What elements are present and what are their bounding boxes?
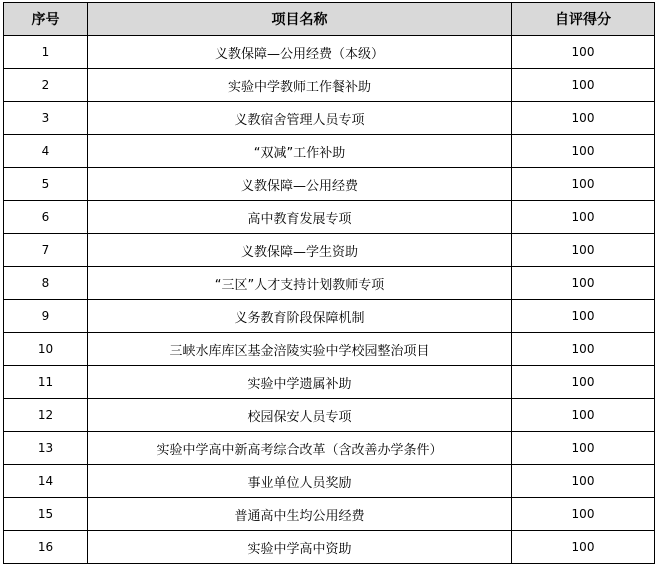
- table-row: [4, 465, 655, 498]
- cell-self-score: 100: [512, 135, 655, 168]
- cell-self-score: 100: [512, 399, 655, 432]
- table-row: [4, 399, 655, 432]
- cell-seq: 1: [4, 36, 88, 69]
- table-row: [4, 267, 655, 300]
- table-row: [4, 300, 655, 333]
- cell-project-name: 校园保安人员专项: [88, 399, 512, 432]
- cell-self-score: 100: [512, 300, 655, 333]
- cell-seq: 4: [4, 135, 88, 168]
- cell-project-name: 三峡水库库区基金涪陵实验中学校园整治项目: [88, 333, 512, 366]
- table-row: [4, 36, 655, 69]
- table-row: [4, 135, 655, 168]
- cell-seq: 8: [4, 267, 88, 300]
- cell-project-name: 义务教育阶段保障机制: [88, 300, 512, 333]
- cell-seq: 3: [4, 102, 88, 135]
- cell-project-name: 实验中学高中资助: [88, 531, 512, 564]
- cell-seq: 11: [4, 366, 88, 399]
- cell-seq: 6: [4, 201, 88, 234]
- cell-seq: 5: [4, 168, 88, 201]
- cell-project-name: “三区”人才支持计划教师专项: [88, 267, 512, 300]
- cell-self-score: 100: [512, 201, 655, 234]
- cell-project-name: 事业单位人员奖励: [88, 465, 512, 498]
- cell-project-name: “双减”工作补助: [88, 135, 512, 168]
- cell-self-score: 100: [512, 498, 655, 531]
- header-seq: 序号: [4, 3, 88, 36]
- cell-self-score: 100: [512, 69, 655, 102]
- cell-project-name: 实验中学高中新高考综合改革（含改善办学条件）: [88, 432, 512, 465]
- cell-seq: 10: [4, 333, 88, 366]
- cell-self-score: 100: [512, 432, 655, 465]
- table-row: [4, 498, 655, 531]
- table-row: [4, 531, 655, 564]
- cell-self-score: 100: [512, 333, 655, 366]
- header-self-score: 自评得分: [512, 3, 655, 36]
- cell-self-score: 100: [512, 267, 655, 300]
- cell-self-score: 100: [512, 102, 655, 135]
- cell-self-score: 100: [512, 36, 655, 69]
- table-row: [4, 366, 655, 399]
- cell-seq: 16: [4, 531, 88, 564]
- table-body: [4, 36, 655, 564]
- table-row: [4, 333, 655, 366]
- cell-project-name: 实验中学教师工作餐补助: [88, 69, 512, 102]
- table-row: [4, 201, 655, 234]
- cell-seq: 7: [4, 234, 88, 267]
- cell-project-name: 义教宿舍管理人员专项: [88, 102, 512, 135]
- table-row: [4, 432, 655, 465]
- cell-seq: 2: [4, 69, 88, 102]
- cell-seq: 14: [4, 465, 88, 498]
- cell-seq: 15: [4, 498, 88, 531]
- table-row: [4, 102, 655, 135]
- cell-seq: 13: [4, 432, 88, 465]
- cell-self-score: 100: [512, 366, 655, 399]
- cell-self-score: 100: [512, 531, 655, 564]
- cell-project-name: 普通高中生均公用经费: [88, 498, 512, 531]
- cell-self-score: 100: [512, 234, 655, 267]
- cell-project-name: 义教保障—公用经费（本级）: [88, 36, 512, 69]
- cell-seq: 9: [4, 300, 88, 333]
- cell-seq: 12: [4, 399, 88, 432]
- header-project-name: 项目名称: [88, 3, 512, 36]
- table-row: [4, 234, 655, 267]
- cell-project-name: 义教保障—公用经费: [88, 168, 512, 201]
- project-score-table: [3, 2, 655, 564]
- cell-project-name: 义教保障—学生资助: [88, 234, 512, 267]
- cell-self-score: 100: [512, 168, 655, 201]
- table-header-row: [4, 3, 655, 36]
- cell-project-name: 高中教育发展专项: [88, 201, 512, 234]
- cell-project-name: 实验中学遗属补助: [88, 366, 512, 399]
- table-row: [4, 69, 655, 102]
- cell-self-score: 100: [512, 465, 655, 498]
- table-row: [4, 168, 655, 201]
